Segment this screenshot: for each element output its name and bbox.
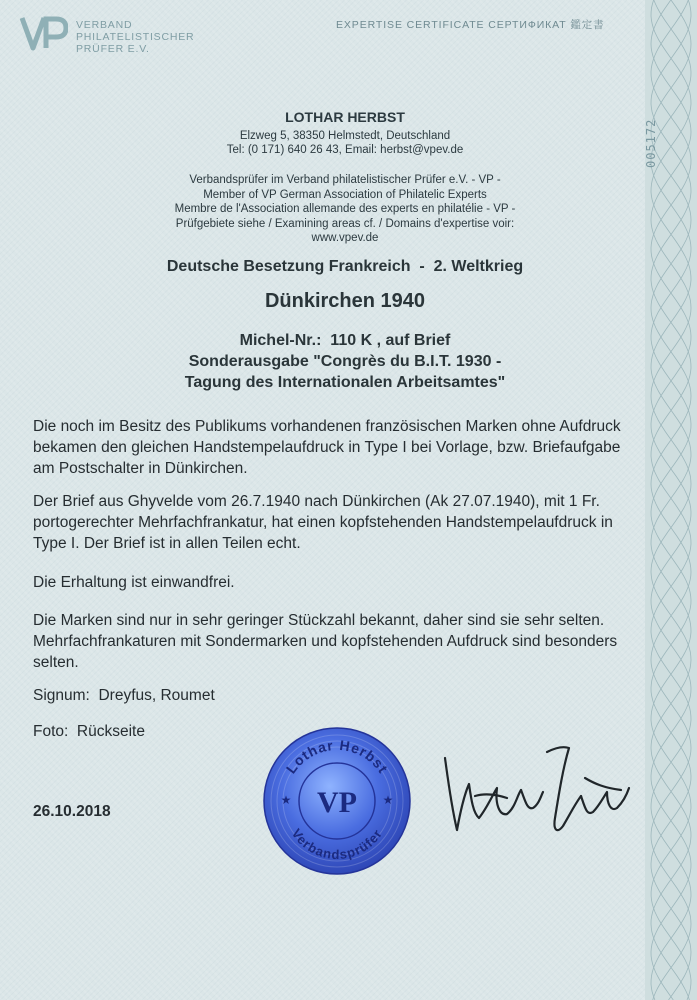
- subject-area: Deutsche Besetzung Frankreich - 2. Weltkrieg: [166, 258, 524, 275]
- membership-block: [0, 173, 690, 246]
- svg-text:★: ★: [280, 793, 292, 807]
- paragraph-signum: Signum: Dreyfus, Roumet: [33, 687, 215, 704]
- hologram-seal-icon: [262, 726, 412, 876]
- logo-line: VERBAND: [76, 19, 133, 31]
- vp-logo-icon: [20, 16, 68, 52]
- address-line: Elzweg 5, 38350 Helmstedt, Deutschland: [239, 130, 451, 142]
- examiner-address: [0, 129, 690, 157]
- address-line: Tel: (0 171) 640 26 43, Email: herbst@vpev.de: [226, 144, 464, 156]
- paragraph-overprint: Die noch im Besitz des Publikums vorhandenen französischen Marken ohne Aufdruck bekamen den gleichen Handstempelaufdruck in Type I bei Vorlage, bzw. Briefaufgabe am Postschalter in Dünkirchen.: [33, 418, 621, 477]
- membership-line: Verbandsprüfer im Verband philatelistischer Prüfer e.V. - VP -: [189, 174, 501, 186]
- logo-line: PHILATELISTISCHER: [76, 31, 195, 43]
- examiner-name: LOTHAR HERBST: [285, 109, 405, 125]
- logo-line: PRÜFER E.V.: [76, 43, 150, 55]
- association-name: [76, 19, 194, 55]
- paragraph-rarity: Die Marken sind nur in sehr geringer Stückzahl bekannt, daher sind sie sehr selten. Mehrfachfrankaturen mit Sondermarken und kopfstehenden Aufdruck sind besonders selten.: [33, 612, 618, 671]
- paragraph-cover: Der Brief aus Ghyvelde vom 26.7.1940 nach Dünkirchen (Ak 27.07.1940), mit 1 Fr. portogerechter Mehrfachfrankatur, hat einen kopfstehenden Handstempelaufdruck in Type I. Der Brief ist in allen Teilen echt.: [33, 493, 613, 552]
- subject-issue: Dünkirchen 1940: [264, 290, 426, 312]
- paragraph-condition: Die Erhaltung ist einwandfrei.: [33, 574, 235, 591]
- seal-center-text: VP: [317, 786, 357, 819]
- detail-line: Sonderausgabe "Congrès du B.I.T. 1930 -: [188, 353, 502, 370]
- website-link[interactable]: www.vpev.de: [311, 232, 379, 244]
- membership-line: Member of VP German Association of Philatelic Experts: [203, 188, 487, 201]
- detail-line: Michel-Nr.: 110 K , auf Brief: [239, 332, 451, 349]
- detail-line: Tagung des Internationalen Arbeitsamtes": [184, 374, 506, 391]
- seal-bottom-text: Verbandsprüfer: [288, 825, 386, 863]
- handwritten-signature: [435, 738, 635, 848]
- certificate-title: EXPERTISE CERTIFICATE СЕРТИФИКАТ 鑑定書: [336, 19, 605, 31]
- membership-line: Prüfgebiete siehe / Examining areas cf. / Domains d'expertise voir:: [175, 217, 515, 230]
- paragraph-photo: Foto: Rückseite: [33, 723, 145, 740]
- subject-details: [0, 330, 690, 393]
- membership-line: Membre de l'Association allemande des experts en philatélie - VP -: [174, 203, 516, 215]
- serial-number-text: 005172: [644, 118, 658, 168]
- certificate-date: 26.10.2018: [33, 803, 111, 820]
- svg-text:★: ★: [382, 793, 394, 807]
- seal-top-text: Lothar Herbst: [282, 736, 392, 777]
